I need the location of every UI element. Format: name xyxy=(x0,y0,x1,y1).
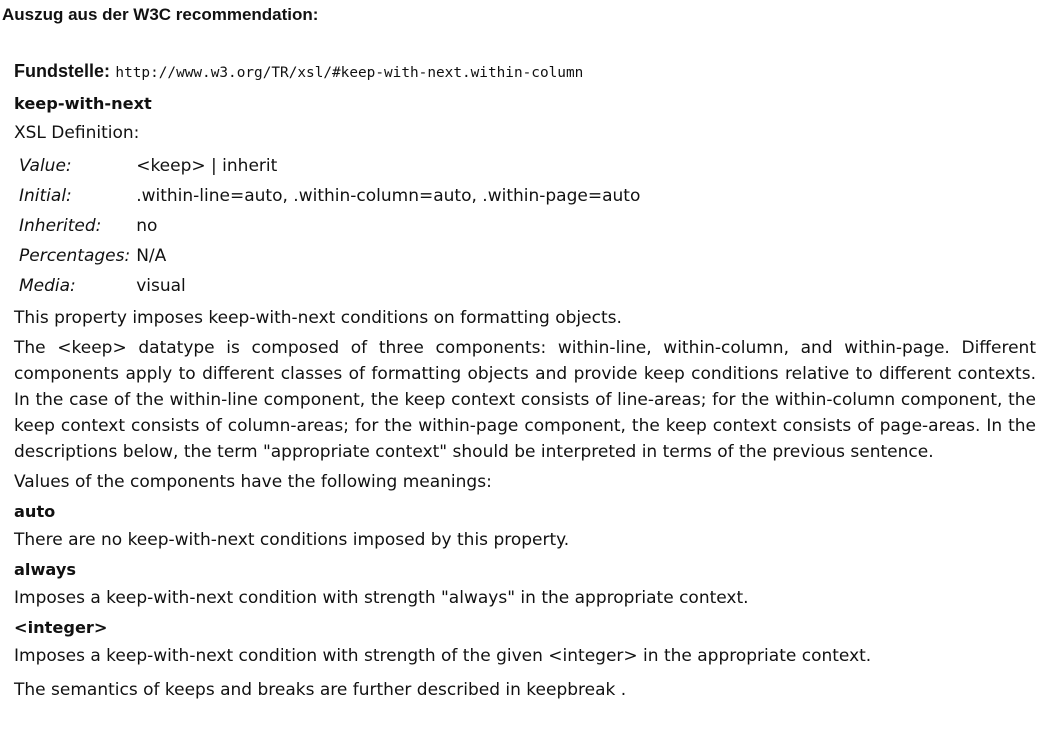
intro-paragraph: This property imposes keep-with-next conditions on formatting objects. xyxy=(14,308,622,328)
table-row xyxy=(16,151,643,181)
source-reference xyxy=(14,58,1036,86)
property-name: keep-with-next xyxy=(14,94,152,113)
footer-note: The semantics of keeps and breaks are further described in keepbreak . xyxy=(14,680,627,700)
property-key: Inherited: xyxy=(19,216,102,236)
source-url: http://www.w3.org/TR/xsl/#keep-with-next.within-column xyxy=(115,65,584,81)
property-table xyxy=(16,151,643,301)
property-key: Value: xyxy=(19,156,72,176)
table-row xyxy=(16,211,643,241)
recommendation-excerpt xyxy=(14,58,1036,707)
values-intro: Values of the components have the following meanings: xyxy=(14,472,492,492)
property-value: no xyxy=(136,216,158,236)
table-row xyxy=(16,181,643,211)
definition-label: XSL Definition: xyxy=(14,123,140,143)
value-description-integer: Imposes a keep-with-next condition with strength of the given <integer> in the appropriate context. xyxy=(14,646,872,666)
property-key: Media: xyxy=(19,276,76,296)
table-row xyxy=(16,271,643,301)
property-key: Initial: xyxy=(19,186,72,206)
property-value: N/A xyxy=(136,246,167,266)
description-paragraph: The <keep> datatype is composed of three components: within-line, within-column, and within-page. Different components apply to different classes of formatting objects and provide keep conditions relative to different contexts. In the case of the within-line component, the keep context consists of line-areas; for the within-column component, the keep context consists of column-areas; for the within-page component, the keep context consists of page-areas. In the descriptions below, the term "appropriate context" should be interpreted in terms of the previous sentence. xyxy=(14,338,1036,462)
property-value: visual xyxy=(136,276,186,296)
value-term-integer: <integer> xyxy=(14,618,108,637)
source-label: Fundstelle: xyxy=(14,61,111,81)
page-heading: Auszug aus der W3C recommendation: xyxy=(2,5,319,24)
value-term-always: always xyxy=(14,560,77,579)
table-row xyxy=(16,241,643,271)
property-value: .within-line=auto, .within-column=auto, .within-page=auto xyxy=(136,186,641,206)
value-description-always: Imposes a keep-with-next condition with strength "always" in the appropriate context. xyxy=(14,588,749,608)
property-key: Percentages: xyxy=(19,246,131,266)
value-term-auto: auto xyxy=(14,502,56,521)
value-description-auto: There are no keep-with-next conditions imposed by this property. xyxy=(14,530,570,550)
property-value: <keep> | inherit xyxy=(136,156,278,176)
